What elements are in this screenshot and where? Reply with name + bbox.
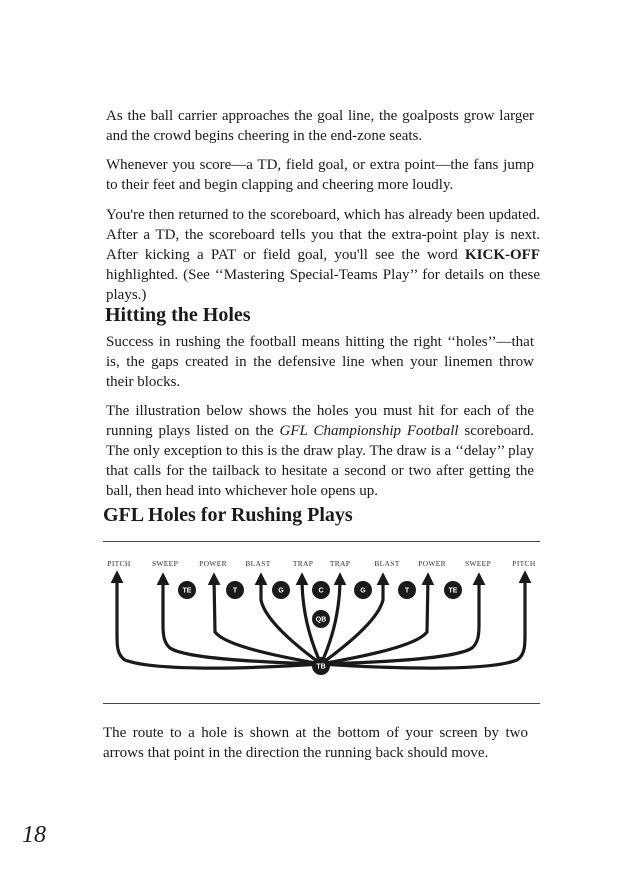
hole-label-pitch-left: PITCH (107, 559, 131, 568)
player-g-right (354, 581, 372, 599)
heading-hitting-holes: Hitting the Holes (105, 304, 251, 326)
player-qb-label: QB (315, 616, 327, 624)
route-blast-left (261, 578, 324, 664)
illustration-text-1: The illustration below shows the holes you must hit for each of the running plays listed on the (106, 403, 534, 439)
diagram-bottom-rule (103, 703, 540, 704)
player-c (312, 581, 330, 599)
player-te-right-label: TE (448, 587, 458, 595)
player-tb-label: TB (316, 663, 326, 671)
player-t-left-label: T (232, 587, 238, 595)
player-te-left-label: TE (182, 587, 192, 595)
player-c-label: C (318, 587, 324, 595)
player-te-left (178, 581, 196, 599)
scoreboard-text-2: highlighted. (See ‘‘Mastering Special-Teams Play’’ for details on these plays.) (106, 267, 540, 303)
player-t-right-label: T (404, 587, 410, 595)
hole-label-sweep-right: SWEEP (464, 559, 492, 568)
players (178, 581, 462, 675)
page-number: 18 (22, 822, 46, 848)
hole-label-power-left: POWER (199, 559, 227, 568)
route-blast-right (321, 578, 383, 664)
player-tb (312, 657, 330, 675)
hole-label-trap-right: TRAP (329, 559, 351, 568)
route-pitch-right (321, 576, 525, 668)
hole-label-sweep-left: SWEEP (151, 559, 179, 568)
paragraph-score: Whenever you score—a TD, field goal, or extra point—the fans jump to their feet and begin clapping and cheering more loudly. (106, 157, 534, 193)
player-qb (312, 610, 330, 628)
paragraph-ball-carrier: As the ball carrier approaches the goal line, the goalposts grow larger and the crowd begins cheering in the end-zone seats. (106, 108, 534, 144)
game-title: GFL Championship Football (279, 423, 459, 439)
hole-label-pitch-right: PITCH (512, 559, 536, 568)
kickoff-word: KICK-OFF (465, 247, 540, 263)
player-t-left (226, 581, 244, 599)
hole-label-trap-left: TRAP (292, 559, 314, 568)
scoreboard-text-1: You're then returned to the scoreboard, which has already been updated. After a TD, the scoreboard tells you that the extra-point play is next. After kicking a PAT or field goal, you'll see the word (106, 207, 540, 263)
hole-label-blast-right: BLAST (374, 559, 400, 568)
hole-labels (107, 559, 535, 568)
player-g-right-label: G (360, 587, 366, 595)
paragraph-holes: Success in rushing the football means hitting the right ‘‘holes’’—that is, the gaps created in the defensive line when your linemen throw their blocks. (106, 334, 534, 390)
heading-gfl-holes: GFL Holes for Rushing Plays (103, 504, 353, 526)
paragraph-route: The route to a hole is shown at the bottom of your screen by two arrows that point in the direction the running back should move. (103, 725, 528, 761)
player-g-left (272, 581, 290, 599)
player-te-right (444, 581, 462, 599)
hole-label-power-right: POWER (418, 559, 446, 568)
hole-label-blast-left: BLAST (245, 559, 271, 568)
player-g-left-label: G (278, 587, 284, 595)
illustration-text-2: scoreboard. The only exception to this is the draw play. The draw is a ‘‘delay’’ play that calls for the tailback to hesitate a second or two after getting the ball, then head into whichever hole opens up. (106, 423, 534, 499)
player-t-right (398, 581, 416, 599)
